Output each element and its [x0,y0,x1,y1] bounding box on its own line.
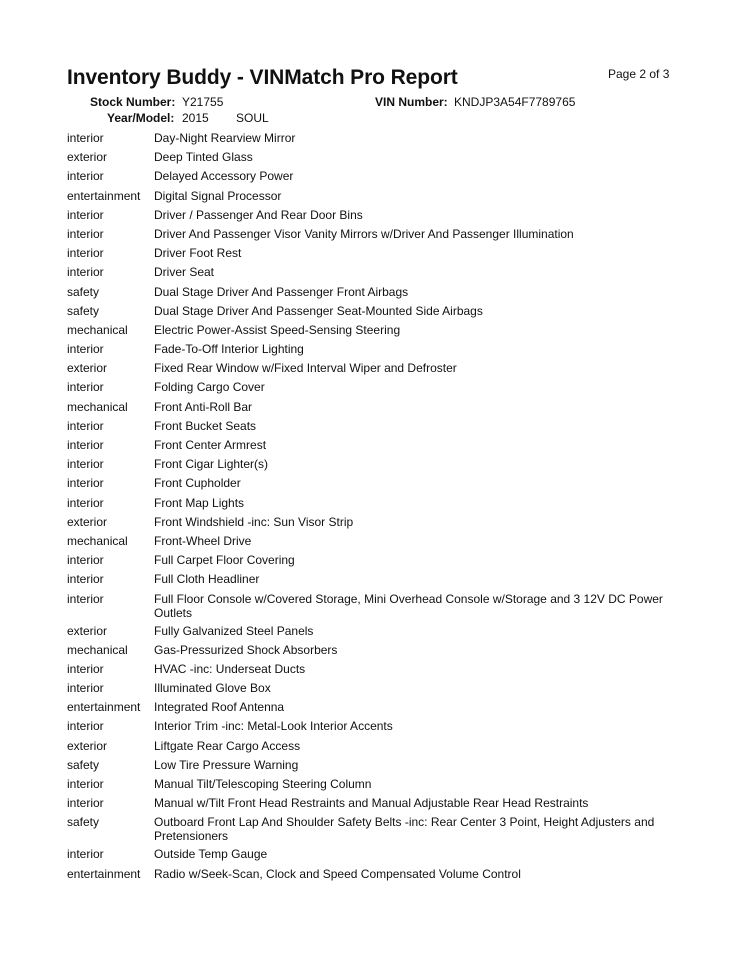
table-row [67,380,677,399]
feature-category: interior [67,495,104,510]
table-row [67,815,677,847]
table-row [67,758,677,777]
table-row [67,419,677,438]
feature-description: Liftgate Rear Cargo Access [154,738,301,753]
feature-category: entertainment [67,700,141,715]
year-value: 2015 [182,111,209,125]
feature-category: interior [67,438,104,452]
table-row [67,662,677,681]
table-row [67,227,677,246]
feature-category: interior [67,380,104,395]
feature-description: Driver / Passenger And Rear Door Bins [154,207,363,222]
feature-description: Day-Night Rearview Mirror [154,131,296,145]
feature-description: Electric Power-Assist Speed-Sensing Steering [154,322,401,337]
feature-description: Front Cupholder [154,476,241,491]
table-row [67,572,677,591]
table-row [67,457,677,476]
feature-category: interior [67,418,104,433]
table-row [67,700,677,719]
feature-description: Front Windshield -inc: Sun Visor Strip [154,514,354,529]
feature-description: Manual w/Tilt Front Head Restraints and Manual Adjustable Rear Head Restraints [154,796,589,811]
feature-category: interior [67,226,104,241]
model-value: SOUL [236,111,269,125]
feature-category: interior [67,207,104,222]
table-row [67,361,677,380]
table-row [67,496,677,515]
feature-category: interior [67,476,104,491]
feature-category: safety [67,757,100,772]
feature-category: interior [67,131,104,145]
feature-category: exterior [67,361,108,376]
feature-category: interior [67,661,104,676]
feature-category: safety [67,815,100,830]
feature-description: Digital Signal Processor [154,188,282,203]
table-row [67,777,677,796]
feature-category: exterior [67,150,108,165]
feature-description: Front Bucket Seats [154,418,257,433]
table-row [67,342,677,361]
feature-category: interior [67,572,104,587]
table-row [67,796,677,815]
table-row [67,592,677,624]
feature-category: exterior [67,738,108,753]
stock-number-value: Y21755 [182,95,224,109]
year-model-label: Year/Model: [107,111,175,125]
feature-description: Deep Tinted Glass [154,150,253,165]
table-row [67,515,677,534]
feature-description: Folding Cargo Cover [154,380,265,395]
feature-description: Gas-Pressurized Shock Absorbers [154,642,338,657]
feature-description: Low Tire Pressure Warning [154,757,299,772]
feature-description: HVAC -inc: Underseat Ducts [154,661,306,676]
feature-category: mechanical [67,322,128,337]
feature-category: interior [67,246,104,261]
feature-category: exterior [67,514,108,529]
table-row [67,867,677,886]
report-title: Inventory Buddy - VINMatch Pro Report [67,66,458,89]
table-row [67,400,677,419]
page-number: Page 2 of 3 [608,67,670,81]
feature-description: Driver Seat [154,265,215,280]
table-row [67,208,677,227]
feature-description: Radio w/Seek-Scan, Clock and Speed Compensated Volume Control [154,866,521,881]
feature-category: interior [67,342,104,357]
table-row [67,285,677,304]
feature-description: Driver Foot Rest [154,246,242,261]
table-row [67,323,677,342]
feature-description: Driver And Passenger Visor Vanity Mirrors w/Driver And Passenger Illumination [154,226,574,241]
table-row [67,246,677,265]
table-row [67,265,677,284]
table-row [67,624,677,643]
table-row [67,643,677,662]
table-row [67,476,677,495]
feature-description: Front Anti-Roll Bar [154,399,253,414]
feature-category: entertainment [67,188,141,203]
feature-category: mechanical [67,642,128,657]
feature-description: Front Map Lights [154,495,245,510]
feature-category: interior [67,265,104,280]
feature-description: Outside Temp Gauge [154,847,268,862]
table-row [67,169,677,188]
feature-description: Fade-To-Off Interior Lighting [154,342,304,357]
table-row [67,131,677,150]
feature-category: interior [67,719,104,734]
feature-category: safety [67,303,100,318]
table-row [67,847,677,866]
feature-description: Full Carpet Floor Covering [154,553,295,568]
features-list [67,131,677,886]
table-row [67,534,677,553]
feature-category: mechanical [67,533,128,548]
feature-category: interior [67,777,104,791]
feature-description: Dual Stage Driver And Passenger Front Airbags [154,284,409,299]
feature-category: interior [67,553,104,568]
table-row [67,739,677,758]
feature-category: entertainment [67,866,141,881]
feature-description: Full Floor Console w/Covered Storage, Mini Overhead Console w/Storage and 3 12V DC Power Outlets [154,591,663,620]
table-row [67,438,677,457]
feature-category: interior [67,591,104,606]
feature-description: Outboard Front Lap And Shoulder Safety Belts -inc: Rear Center 3 Point, Height Adjusters and Pretensioners [154,815,655,844]
feature-description: Integrated Roof Antenna [154,700,285,715]
table-row [67,553,677,572]
feature-description: Illuminated Glove Box [154,681,271,696]
vin-number-label: VIN Number: [375,95,448,109]
feature-description: Fully Galvanized Steel Panels [154,623,314,638]
feature-description: Delayed Accessory Power [154,169,294,184]
feature-category: interior [67,457,104,472]
table-row [67,719,677,738]
feature-description: Fixed Rear Window w/Fixed Interval Wiper and Defroster [154,361,457,376]
stock-number-label: Stock Number: [90,95,176,109]
feature-category: exterior [67,623,108,638]
feature-category: interior [67,847,104,862]
table-row [67,189,677,208]
feature-description: Dual Stage Driver And Passenger Seat-Mounted Side Airbags [154,303,483,318]
table-row [67,304,677,323]
feature-category: mechanical [67,399,128,414]
vin-number-value: KNDJP3A54F7789765 [454,95,576,109]
feature-category: safety [67,284,100,299]
feature-description: Front Center Armrest [154,438,267,452]
table-row [67,150,677,169]
feature-description: Front-Wheel Drive [154,533,252,548]
table-row [67,681,677,700]
feature-category: interior [67,681,104,696]
feature-description: Front Cigar Lighter(s) [154,457,269,472]
feature-category: interior [67,796,104,811]
feature-category: interior [67,169,104,184]
feature-description: Full Cloth Headliner [154,572,260,587]
feature-description: Interior Trim -inc: Metal-Look Interior Accents [154,719,393,734]
feature-description: Manual Tilt/Telescoping Steering Column [154,777,372,791]
